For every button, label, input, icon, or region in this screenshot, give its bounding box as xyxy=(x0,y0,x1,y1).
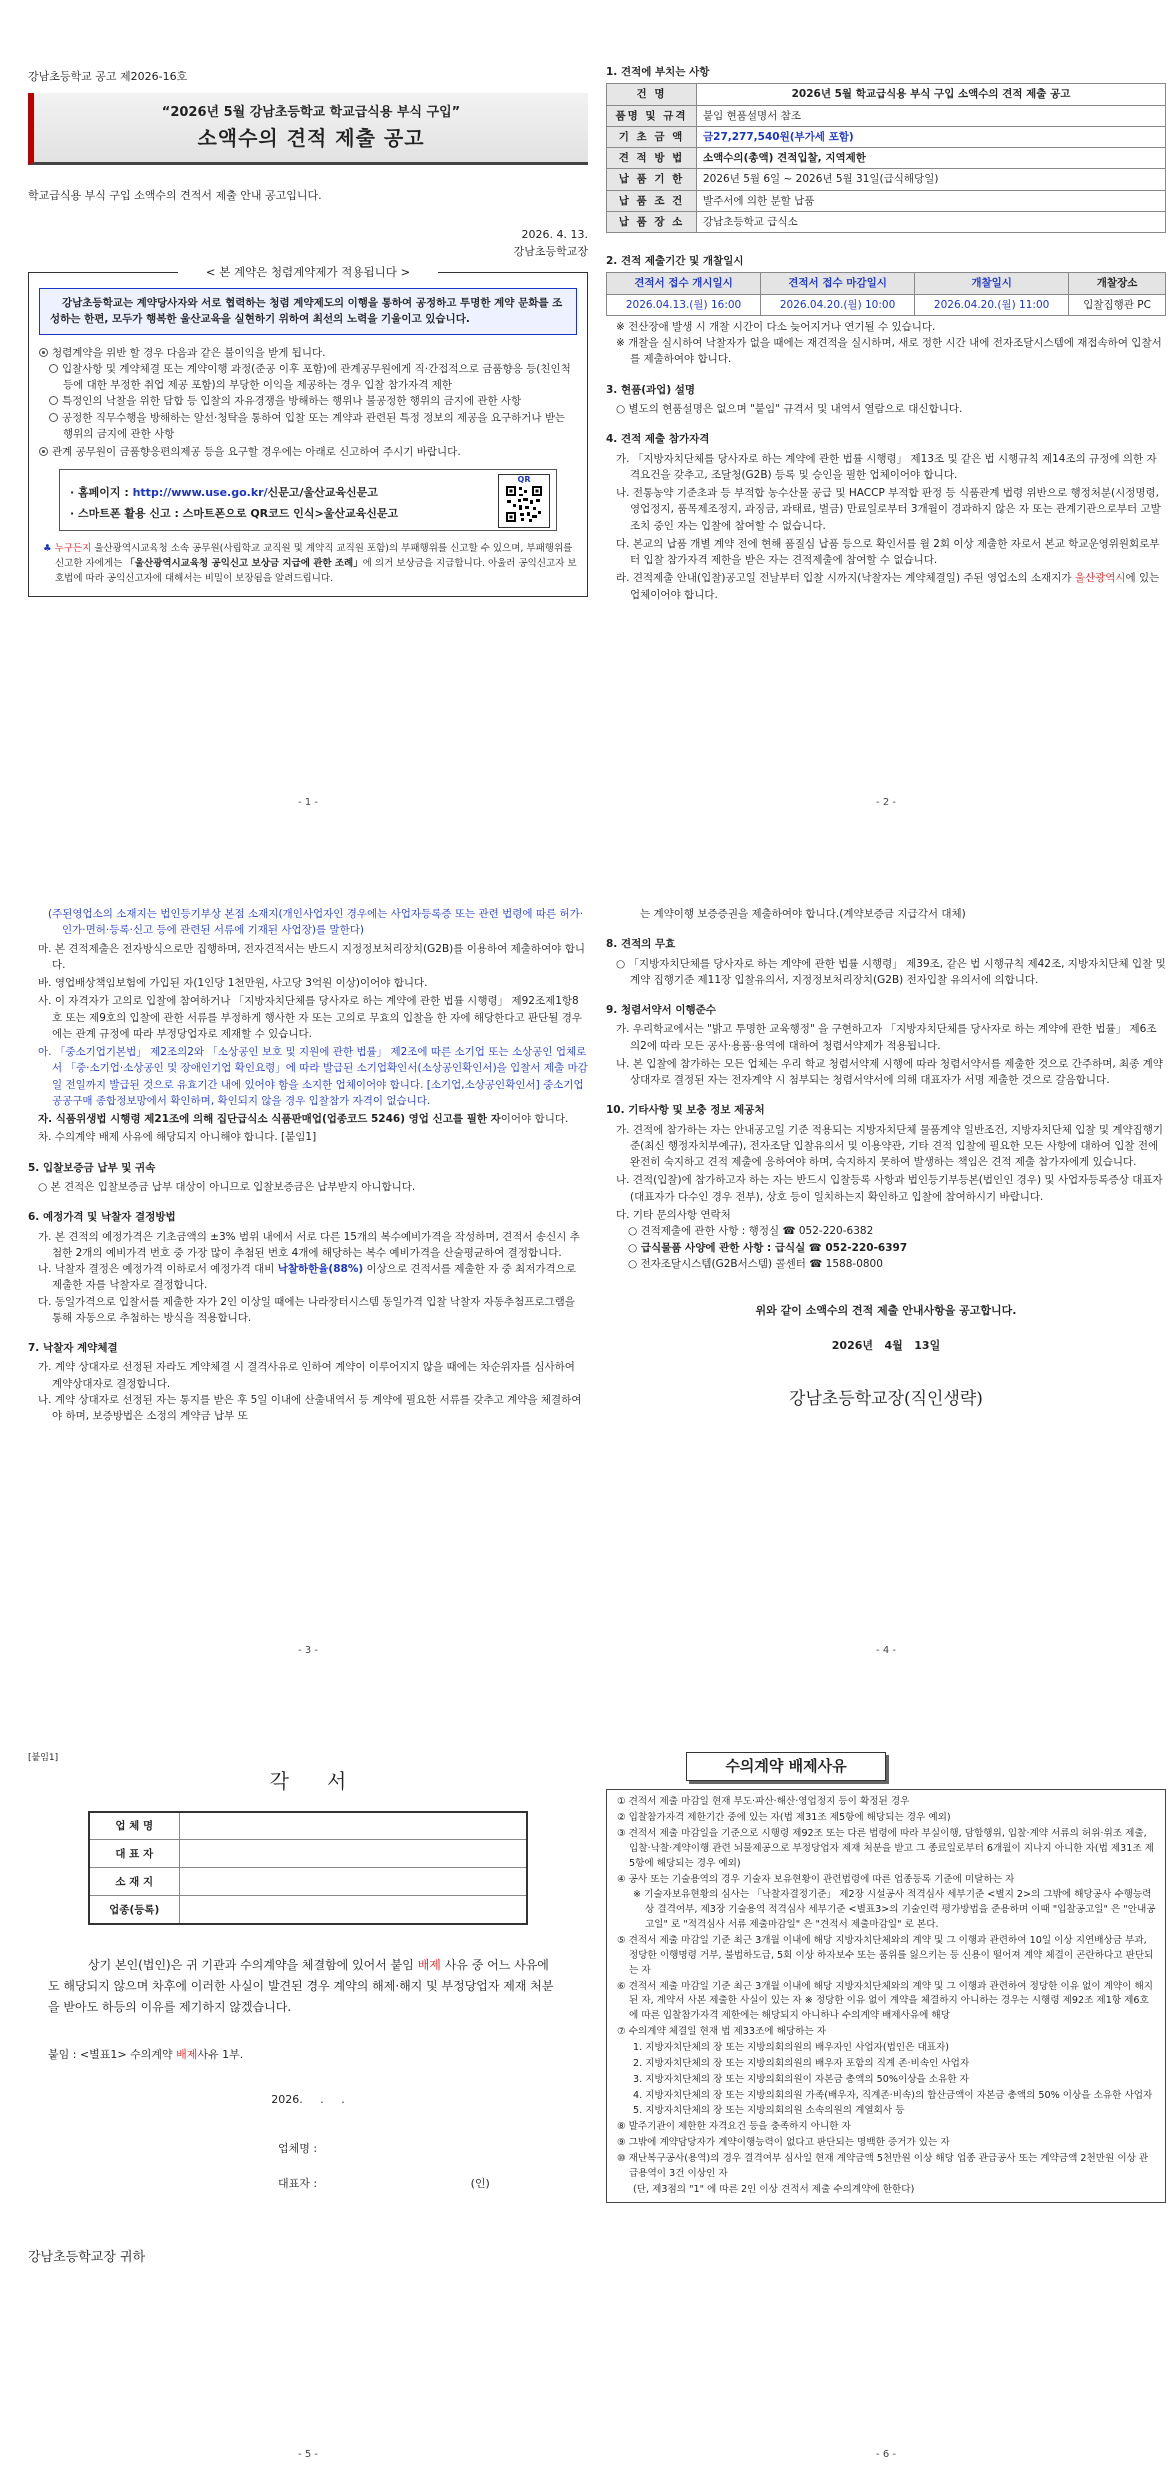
phone-number[interactable]: ☎ 1588-0800 xyxy=(809,1257,883,1270)
integrity-statement-box xyxy=(39,288,577,335)
row-value: 붙임 현품설명서 참조 xyxy=(697,105,1166,126)
list-item: ③ 견적서 제출 마감일을 기준으로 시행령 제92조 또는 다른 법령에 따라 부실이행, 담합행위, 입찰·계약 서류의 허위·위조 제출, 입찰·낙찰·계약이행 관련 뇌물제공으로 부정당업자 제재 처분을 받고 그 종료일로부터 6개월이 지나지 아니한 자(법 제31조 제5항에 해당되는 경우 예외) xyxy=(617,1827,1154,1869)
table-row xyxy=(607,294,1166,315)
page-4 xyxy=(606,868,1166,1658)
list-item: 나. 계약 상대자로 선정된 자는 통지를 받은 후 5일 이내에 산출내역서 등 계약에 필요한 서류를 갖추고 계약을 체결하여야 하며, 보증방법은 소정의 계약금 납부 또 xyxy=(38,1393,582,1423)
report-note: 관계 공무원이 금품향응편의제공 등을 요구할 경우에는 아래로 신고하여 주시기 바랍니다. xyxy=(52,446,461,459)
table-row xyxy=(89,1896,527,1924)
list-item: 가. 우리학교에서는 "밝고 투명한 교육행정" 을 구현하고자 「지방자치단체를 당사자로 하는 계약에 관한 법률」 제6조의2에 따라 모든 공사·용품·용역에 대하여 청렴서약제가 적용됩니다. xyxy=(616,1023,1157,1052)
list-item: ⑧ 발주기관이 제한한 자격요건 등을 충족하지 아니한 자 xyxy=(617,2121,851,2133)
bullet-icon xyxy=(49,396,58,405)
list-item: ④ 공사 또는 기술용역의 경우 기술자 보유현황이 관련법령에 따른 업종등록 기준에 미달하는 자 xyxy=(617,1873,1015,1885)
region-highlight: 울산광역시 xyxy=(1074,572,1126,585)
list-item: 자. 식품위생법 시행령 제21조에 의해 집단급식소 식품판매업(업종코드 5246) 영업 신고를 필한 자이어야 합니다. xyxy=(38,1113,569,1126)
table-row xyxy=(607,126,1166,147)
section-8-text: ○ 「지방자치단체를 당사자로 하는 계약에 관한 법률 시행령」 제39조, 같은 법 시행규칙 제42조, 지방자치단체 입찰 및 계약 집행기준 제11장 입찰유의서, 지정정보처리장치(G2B) 전자입찰 유의서에 의합니다. xyxy=(616,957,1166,986)
contact-item: ○ 급식물품 사양에 관한 사항 : 급식실 ☎ 052-220-6397 xyxy=(628,1241,908,1254)
phone-number[interactable]: ☎ 052-220-6397 xyxy=(808,1241,908,1254)
list-item: 1. 지방자치단체의 장 또는 지방의회의원의 배우자인 사업자(법인은 대표자) xyxy=(633,2042,950,2053)
contact-item: ○ 전자조달시스템(G2B서스템) 콜센터 ☎ 1588-0800 xyxy=(628,1257,883,1270)
page-number: - 5 - xyxy=(298,2448,318,2460)
list-item: 다. 동일가격으로 입찰서를 제출한 자가 2인 이상일 때에는 나라장터시스템 동일가격 입찰 낙찰자 자동추첨프로그램을 통해 자동으로 추첨하는 방식을 적용합니다. xyxy=(38,1295,575,1324)
bullet-icon xyxy=(39,447,48,456)
list-item: 다. 본교의 납품 개별 계약 전에 현해 품질심 납품 등으로 확인서를 월 2회 이상 제출한 자로서 본교 학교운영위원회로부터 입찰 참가자격 제한을 받은 자는 견적제출에 참여할 수 없습니다. xyxy=(616,537,1160,567)
clause-head: 청렴계약을 위반 할 경우 다음과 같은 불이익을 받게 됩니다. xyxy=(52,346,326,359)
reward-lead: 누구든지 xyxy=(54,542,92,554)
table-row xyxy=(89,1812,527,1840)
page-title: 소액수의 견적 제출 공고 xyxy=(197,126,425,151)
table-cell: 입찰집행관 PC xyxy=(1069,294,1166,315)
reward-ordinance: 「울산광역시교육청 공익신고 보상금 지급에 관한 조례」 xyxy=(125,557,363,569)
row-label: 소 재 지 xyxy=(89,1868,179,1896)
list-item: 라. 견적제출 안내(입찰)공고일 전날부터 입찰 시까지(낙찰자는 계약체결일) 주된 영업소의 소재지가 울산광역시에 있는 업체이어야 합니다. xyxy=(616,572,1160,601)
page-number: - 6 - xyxy=(876,2448,896,2460)
list-item: 공정한 직무수행을 방해하는 알선·청탁을 통하여 입찰 또는 계약과 관련된 특정 정보의 제공을 요구하거나 받는 행위의 금지에 관한 사항 xyxy=(39,410,577,443)
row-value: 금27,277,540원(부가세 포함) xyxy=(697,126,1166,147)
table-row xyxy=(607,148,1166,169)
row-label: 납 품 조 건 xyxy=(607,190,697,211)
integrity-clause xyxy=(39,345,577,461)
page-3 xyxy=(28,868,588,1658)
list-item: 가. 견적에 참가하는 자는 안내공고일 기준 적용되는 지방자치단체 물품계약 일반조건, 지방자치단체 입찰 및 계약집행기준(최신 행정자치부예규), 전자조달 입찰유의서 및 이용약관, 기타 견적 입찰에 필요한 모든 사항에 대하여 입찰 전에 완전히 숙지하고 견적 제출에 응하여야 하며, 숙지하지 못하여 발생하는 책임은 견적 제출 참가자에게 있습니다. xyxy=(616,1123,1164,1169)
list-item: 바. 영업배상책임보험에 가입된 자(1인당 1천만원, 사고당 3억원 이상)이어야 합니다. xyxy=(38,977,428,990)
closing-statement: 위와 같이 소액수의 견적 제출 안내사항을 공고합니다. xyxy=(755,1304,1017,1318)
list-item: 4. 지방자치단체의 장 또는 지방의회의원 가족(배우자, 직계존·비속)의 합산금액이 자본금 총액의 50% 이상을 소유한 사업자 xyxy=(633,2089,1153,2101)
row-label: 업종(등록) xyxy=(89,1896,179,1924)
company-sign-label: 업체명 : xyxy=(278,2142,318,2156)
rate-highlight: 낙찰하한율(88%) xyxy=(277,1263,364,1276)
report-channels-box xyxy=(59,469,557,531)
list-item: ① 견적서 제출 마감일 현재 부도·파산·해산·영업정지 등이 확정된 경우 xyxy=(617,1796,910,1808)
pledge-title: 각 서 xyxy=(269,1768,347,1793)
list-item: 가. 「지방자치단체를 당사자로 하는 계약에 관한 법률 시행령」 제13조 및 같은 법 시행규칙 제14조의 규정에 의한 자격요건을 갖추고, 조달청(G2B) 등록 및 승인을 필한 업체이어야 합니다. xyxy=(616,452,1157,481)
list-item: (단, 제3점의 "1" 에 따른 2인 이상 견적서 제출 수의계약에 한한다) xyxy=(633,2183,915,2195)
list-item: 3. 지방자치단체의 장 또는 지방의회의원이 자본금 총액의 50%이상을 소유한 자 xyxy=(633,2073,969,2085)
table-row xyxy=(607,211,1166,232)
club-icon: ♣ xyxy=(43,542,52,554)
table-cell: 2026.04.13.(월) 16:00 xyxy=(607,294,761,315)
phone-number[interactable]: ☎ 052-220-6382 xyxy=(782,1225,874,1238)
row-label: 납 품 기 한 xyxy=(607,169,697,190)
list-item: 나. 본 입찰에 참가하는 모든 업체는 우리 학교 청렴서약제 시행에 따라 청렴서약서를 제출한 것으로 간주하며, 최종 계약 상대자로 결정된 자는 전자계약 시 첨부되는 청렴서약서에 의해 대표자가 서명 제출한 것으로 갈음합니다. xyxy=(616,1057,1163,1087)
list-item: ⑦ 수의계약 체결일 현재 법 제33조에 해당하는 자 xyxy=(617,2026,826,2038)
pledge-info-table xyxy=(88,1811,528,1925)
intro-text: 학교급식용 부식 구입 소액수의 견적서 제출 안내 공고입니다. xyxy=(28,189,322,203)
section-3-heading: 3. 현품(과업) 설명 xyxy=(606,383,696,396)
qr-code-icon[interactable] xyxy=(505,485,543,523)
list-item: 나. 견적(입찰)에 참가하고자 하는 자는 반드시 입찰등록 사항과 법인등기부등본(법인인 경우) 및 사업자등록증상 대표자(대표자가 다수인 경우 전부), 상호 등이 일치하는지 확인하고 입찰에 참여하시기 바랍니다. xyxy=(616,1174,1163,1203)
page-1 xyxy=(28,20,588,810)
contact-item: ○ 견적제출에 관한 사항 : 행정실 ☎ 052-220-6382 xyxy=(628,1225,874,1238)
page-number: - 2 - xyxy=(876,796,896,808)
table-cell: 2026.04.20.(월) 11:00 xyxy=(915,294,1069,315)
announce-school: 강남초등학교장 xyxy=(513,245,588,259)
row-label: 업 체 명 xyxy=(89,1812,179,1840)
schedule-note: ※ 전산장애 발생 시 개찰 시간이 다소 늦어지거나 연기될 수 있습니다. xyxy=(616,320,936,333)
table-row xyxy=(89,1840,527,1868)
seal-mark: (인) xyxy=(470,2177,490,2191)
list-item: 다. 기타 문의사항 연락처 xyxy=(616,1208,731,1221)
list-item: 나. 전통농약 기준초과 등 부적합 농수산물 공급 및 HACCP 부적합 판정 등 식품관계 법령 위반으로 행정처분(시정명령, 영업정지, 품목제조정지, 과징금, 과태료, 벌금) 만료일로부터 3개월이 경과하지 않은 자 또는 관계기관으로부터 고발조치 중인 자는 입찰에 참여할 수 없습니다. xyxy=(616,487,1161,532)
list-item: 나. 낙찰자 결정은 예정가격 이하로서 예정가격 대비 낙찰하한율(88%) 이상으로 견적서를 제출한 자 중 최저가격으로 제출한 자를 낙찰자로 결정합니다. xyxy=(38,1263,576,1292)
pledge-attachment: 붙임 : <별표1> 수의계약 배제사유 1부. xyxy=(48,2047,244,2061)
section-5-heading: 5. 입찰보증금 납부 및 귀속 xyxy=(28,1161,156,1174)
homepage-path: 신문고/울산교육신문고 xyxy=(267,485,378,499)
addressee: 강남초등학교장 귀하 xyxy=(28,2250,146,2266)
page-number: - 4 - xyxy=(876,1644,896,1656)
fill-in-field[interactable] xyxy=(179,1840,527,1868)
table-header: 견적서 접수 마감일시 xyxy=(761,273,915,294)
section-2-heading: 2. 견적 제출기간 및 개찰일시 xyxy=(606,255,744,268)
list-item: 아. 「중소기업기본법」 제2조의2와 「소상공인 보호 및 지원에 관한 법률」 제2조에 따른 소기업 또는 소상공인 업체로서 「중·소기업·소상공인 및 장애인기업 확인요령」에 따라 발급된 소기업확인서(소상공인확인서)을 입찰서 제출 마감일 전일까지 발급된 것으로 유효기간 내에 있어야 함을 소지한 업체이어야 합니다. [소기업,소상공인확인서] 중소기업공공구매 종합정보망에서 확인하며, 확인되지 않을 경우 입찰참가 자격이 없습니다. xyxy=(38,1046,588,1107)
exclusion-title: 수의계약 배제사유 xyxy=(725,1757,847,1775)
list-item: (주된영업소의 소재지는 법인등기부상 본점 소재지(개인사업자인 경우에는 사업자등록증 또는 관련 법령에 따른 허가·인가·면허·등록·신고 등에 관련된 서류에 기재된 사업장)를 말한다) xyxy=(48,908,584,937)
section-5-text: ○ 본 견적은 입찰보증금 납부 대상이 아니므로 입찰보증금은 납부받지 아니합니다. xyxy=(38,1180,416,1193)
row-label: 건 명 xyxy=(607,84,697,105)
list-item: 마. 본 견적제출은 전자방식으로만 집행하며, 전자견적서는 반드시 지정정보처리장치(G2B)를 이용하여 제출하여야 합니다. xyxy=(38,942,585,971)
schedule-note: ※ 개찰을 실시하여 낙찰자가 없을 때에는 재견적을 실시하며, 새로 정한 시간 내에 전자조달시스템에 재접속하여 입찰서를 제출하여야 합니다. xyxy=(616,337,1162,366)
page-2 xyxy=(606,20,1166,810)
reward-text: 울산광역시교육청 소속 공무원(사립학교 교직원 및 계약직 교직원 포함)의 부패행위를 신고할 수 있으며, 부패행위를 신고한 자에게는 xyxy=(55,542,573,569)
section-10-heading: 10. 기타사항 및 보충 정보 제공처 xyxy=(606,1104,765,1117)
reward-notice xyxy=(39,541,577,587)
page-6 xyxy=(606,1712,1166,2462)
list-item: 가. 계약 상대자로 선정된 자라도 계약체결 시 결격사유로 인하여 계약이 이루어지지 않을 때에는 차순위자를 심사하여 계약상대자로 결정합니다. xyxy=(38,1361,575,1390)
table-row xyxy=(607,169,1166,190)
list-item: ② 입찰참가자격 제한기간 중에 있는 자(법 제31조 제5항에 해당되는 경우 예외) xyxy=(617,1812,951,1824)
title-box xyxy=(28,93,588,165)
list-item: 2. 지방자치단체의 장 또는 지방의회의원의 배우자 포함의 직계 존·비속인 사업자 xyxy=(633,2057,970,2069)
smartphone-label: · 스마트폰 활용 신고 : xyxy=(70,506,179,520)
closing-date: 2026년 4월 13일 xyxy=(831,1339,941,1353)
list-item: ⑥ 견적서 제출 마감일 기준 최근 3개월 이내에 해당 지방자치단체와의 계약 및 그 이행과 관련하여 정당한 이유 없이 계약이 해지된 자, 계약서 사본 제출한 사실이 있는 자 ※ 정당한 이유 없이 계약을 체결하지 아니하는 경우는 시행령 제92조 제1항 제6호에 따른 입찰참가자격 제한에는 해당되지 아니하나 수의계약 배제사유에 해당 xyxy=(617,1980,1154,2022)
signature: 강남초등학교장(직인생략) xyxy=(789,1389,983,1410)
announce-date: 2026. 4. 13. xyxy=(521,228,588,242)
table-row xyxy=(607,190,1166,211)
rep-sign-line: 대표자 : (인) xyxy=(278,2177,490,2191)
row-label: 견 적 방 법 xyxy=(607,148,697,169)
pledge-body: 상기 본인(법인)은 귀 기관과 수의계약을 체결함에 있어서 붙임 배제 사유 중 어느 사유에도 해당되지 않으며 차후에 이러한 사실이 발견된 경우 계약의 해제·해지 및 부정당업자 제재 처분을 받아도 하등의 이유를 제기하지 않겠습니다. xyxy=(48,1957,554,2014)
row-value: 소액수의(총액) 견적입찰, 지역제한 xyxy=(697,148,1166,169)
row-value: 강남초등학교 급식소 xyxy=(697,211,1166,232)
bullet-icon xyxy=(39,348,48,357)
section-8-heading: 8. 견적의 무효 xyxy=(606,938,676,951)
list-item: 특정인의 낙찰을 위한 담합 등 입찰의 자유경쟁을 방해하는 행위나 불공정한 행위의 금지에 관한 사항 xyxy=(39,393,577,409)
page-5 xyxy=(28,1712,588,2462)
schedule-table xyxy=(606,272,1166,316)
list-item: ※ 기술자보유현황의 심사는 「낙찰자결정기준」 제2장 시설공사 적격심사 세부기준 <별지 2>의 그밖에 해당공사 수행능력상 결격여부, 제3장 기술용역 적격심사 세부기준 <별표3>의 기술인력 평가방법을 준용하며 이때 "입찰공고일" 은 "안내공고일" 로 "적격심사 서류 제출마감일" 은 "견적서 제출마감일" 로 본다. xyxy=(633,1889,1156,1931)
table-header: 개찰장소 xyxy=(1069,273,1166,294)
exclusion-title-box xyxy=(686,1752,886,1781)
integrity-box xyxy=(28,265,588,597)
section-6-heading: 6. 예정가격 및 낙찰자 결정방법 xyxy=(28,1211,176,1224)
table-cell: 2026.04.20.(월) 10:00 xyxy=(761,294,915,315)
list-item: 차. 수의계약 배제 사유에 해당되지 아니해야 합니다. [붙임1] xyxy=(38,1131,317,1144)
pledge-date: 2026. . . xyxy=(271,2092,345,2106)
contact-list xyxy=(606,1223,1166,1272)
row-label: 품명 및 규격 xyxy=(607,105,697,126)
table-row xyxy=(607,105,1166,126)
list-item: 입찰사항 및 계약체결 또는 계약이행 과정(준공 이후 포함)에 관계공무원에게 직·간접적으로 금품향응 등(친인척 등에 대한 부정한 취업 제공 포함)의 부당한 이익을 제공하는 경우 입찰 참가자격 제한 xyxy=(39,361,577,394)
integrity-heading: < 본 계약은 청렴계약제가 적용됩니다 > xyxy=(178,264,438,282)
continuation-text: 는 계약이행 보증증권을 제출하여야 합니다.(계약보증금 지급각서 대체) xyxy=(640,908,966,920)
row-label: 납 품 장 소 xyxy=(607,211,697,232)
table-header: 개찰일시 xyxy=(915,273,1069,294)
homepage-link[interactable]: http://www.use.go.kr/ xyxy=(132,485,268,499)
page-number: - 1 - xyxy=(298,796,318,808)
smartphone-text: 스마트폰으로 QR코드 인식>울산교육신문고 xyxy=(182,506,399,520)
section-9-heading: 9. 청렴서약서 이행준수 xyxy=(606,1004,716,1017)
row-value: 2026년 5월 학교급식용 부식 구입 소액수의 견적 제출 공고 xyxy=(697,84,1166,105)
list-item: 사. 이 자격자가 고의로 입찰에 참여하거나 「지방자치단체를 당사자로 하는 계약에 관한 법률 시행령」 제92조제1항8호 또는 제9호의 입찰에 관한 서류를 부정하게 행사한 자 또는 고의로 무효의 입찰을 한 자에 해당한다고 판단될 경우에는 관계 규정에 따라 부정당업자로 제재할 수 있습니다. xyxy=(38,995,582,1040)
attachment-label: [붙임1] xyxy=(28,1753,59,1763)
page-number: - 3 - xyxy=(298,1644,318,1656)
fill-in-field[interactable] xyxy=(179,1896,527,1924)
bid-info-table xyxy=(606,83,1166,233)
list-item: ⑩ 재난복구공사(용역)의 경우 결격여부 심사일 현재 계약금액 5천만원 이상 해당 업종 관급공사 또는 계약금액 2천만원 이상 관급용역이 3건 이상인 자 xyxy=(617,2153,1149,2179)
table-row xyxy=(89,1868,527,1896)
qr-box xyxy=(498,474,550,528)
table-header: 견적서 접수 개시일시 xyxy=(607,273,761,294)
doc-number: 강남초등학교 공고 제2026-16호 xyxy=(28,70,188,83)
list-item: 가. 본 견적의 예정가격은 기초금액의 ±3% 범위 내에서 서로 다른 15개의 복수예비가격을 작성하며, 견적서 송신시 추첨한 2개의 예비가격 번호 중 가장 많이 추첨된 번호 4개에 해당하는 복수 예비가격을 산술평균하여 결정합니다. xyxy=(38,1230,580,1259)
qr-label: QR xyxy=(517,474,531,484)
row-label: 대 표 자 xyxy=(89,1840,179,1868)
homepage-label: · 홈페이지 : xyxy=(70,485,129,499)
section-7-heading: 7. 낙찰자 계약체결 xyxy=(28,1342,118,1355)
fill-in-field[interactable] xyxy=(179,1812,527,1840)
exclusion-list-box xyxy=(606,1789,1166,2202)
row-label: 기 초 금 액 xyxy=(607,126,697,147)
list-item: 5. 지방자치단체의 장 또는 지방의회의원 소속의원의 계열회사 등 xyxy=(633,2105,905,2117)
list-item: ⑤ 견적서 제출 마감일 기준 최근 3개월 이내에 해당 지방자치단체와의 계약 및 그 이행과 관련하여 10일 이상 지연배상금 부과, 정당한 이행명령 거부, 불법하도급, 5회 이상 하자보수 또는 품위를 잃으키는 등 신용이 떨어져 계약 체결이 곤란하다고 판단되는 자 xyxy=(617,1934,1154,1976)
bullet-icon xyxy=(49,364,58,373)
title-subject: “2026년 5월 강남초등학교 학교급식용 부식 구입” xyxy=(161,105,461,121)
integrity-statement: 강남초등학교는 계약당사자와 서로 협력하는 청렴 계약제도의 이행을 통하여 공정하고 투명한 계약 문화를 조성하는 한편, 모두가 행복한 울산교육을 실현하기 위하여 최선의 노력을 기울이고 있습니다. xyxy=(50,297,563,326)
row-value: 발주서에 의한 분할 납품 xyxy=(697,190,1166,211)
reward-tail: 에 의거 보상금을 지급합니다. 아울러 공익신고자 보호법에 따라 공익신고자에 대해서는 비밀이 보장됨을 알려드립니다. xyxy=(55,557,577,584)
row-value: 2026년 5월 6일 ~ 2026년 5월 31일(급식해당일) xyxy=(697,169,1166,190)
list-item: ⑨ 그밖에 계약담당자가 계약이행능력이 없다고 판단되는 명백한 증거가 있는 자 xyxy=(617,2137,950,2149)
fill-in-field[interactable] xyxy=(179,1868,527,1896)
bullet-icon xyxy=(49,413,58,422)
section-4-heading: 4. 견적 제출 참가자격 xyxy=(606,433,710,446)
table-row xyxy=(607,84,1166,105)
section-1-heading: 1. 견적에 부치는 사항 xyxy=(606,66,710,78)
section-3-text: ○ 별도의 현품설명은 없으며 "붙임" 규격서 및 내역서 열람으로 대신합니다. xyxy=(616,402,963,415)
